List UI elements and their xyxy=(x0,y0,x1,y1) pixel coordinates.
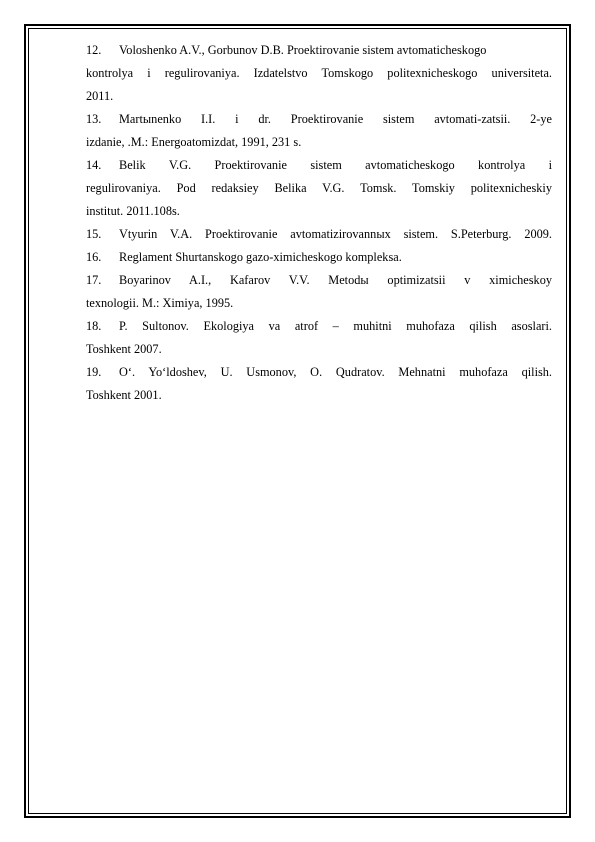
reference-text: Belik V.G. Proektirovanie sistem avtomaticheskogo kontrolya i xyxy=(119,158,552,172)
reference-item-12 xyxy=(86,39,552,108)
reference-text: O‘. Yo‘ldoshev, U. Usmonov, O. Qudratov. Mehnatni muhofaza qilish. xyxy=(119,365,552,379)
reference-list xyxy=(86,39,552,407)
reference-item-17 xyxy=(86,269,552,315)
reference-text-continued: Toshkent 2007. xyxy=(86,342,162,356)
reference-text-continued: institut. 2011.108s. xyxy=(86,204,180,218)
reference-item-13 xyxy=(86,108,552,154)
reference-text: Voloshenko A.V., Gorbunov D.B. Proektirovanie sistem avtomaticheskogo xyxy=(119,43,487,57)
reference-text: Vtyurin V.A. Proektirovanie avtomatizirovannыx sistem. S.Peterburg. 2009. xyxy=(119,227,552,241)
reference-text-continued: izdanie, .M.: Energoatomizdat, 1991, 231 s. xyxy=(86,135,302,149)
reference-text-continued: texnologii. M.: Ximiya, 1995. xyxy=(86,296,234,310)
reference-text: Martыnenko I.I. i dr. Proektirovanie sistem avtomati-zatsii. 2-ye xyxy=(119,112,552,126)
reference-number: 13. xyxy=(86,112,102,126)
reference-text: P. Sultonov. Ekologiya va atrof – muhitni muhofaza qilish asoslari. xyxy=(119,319,552,333)
reference-number: 17. xyxy=(86,273,102,287)
reference-number: 14. xyxy=(86,158,102,172)
reference-number: 16. xyxy=(86,250,102,264)
reference-text-continued: Toshkent 2001. xyxy=(86,388,162,402)
reference-text-continued: regulirovaniya. Pod redaksiey Belika V.G. Tomsk. Tomskiy politexnicheskiy xyxy=(86,181,552,195)
reference-number: 12. xyxy=(86,43,102,57)
reference-number: 18. xyxy=(86,319,102,333)
reference-number: 19. xyxy=(86,365,102,379)
reference-text: Reglament Shurtanskogo gazo-ximicheskogo kompleksa. xyxy=(119,250,402,264)
reference-item-18 xyxy=(86,315,552,361)
reference-item-19 xyxy=(86,361,552,407)
reference-item-15 xyxy=(86,223,552,246)
reference-item-16 xyxy=(86,246,552,269)
reference-text: Boyarinov A.I., Kafarov V.V. Metodы optimizatsii v ximicheskoy xyxy=(119,273,552,287)
reference-text-continued: kontrolya i regulirovaniya. Izdatelstvo Tomskogo politexnicheskogo universiteta. xyxy=(86,66,552,80)
reference-text-continued: 2011. xyxy=(86,89,114,103)
reference-number: 15. xyxy=(86,227,102,241)
reference-item-14 xyxy=(86,154,552,223)
